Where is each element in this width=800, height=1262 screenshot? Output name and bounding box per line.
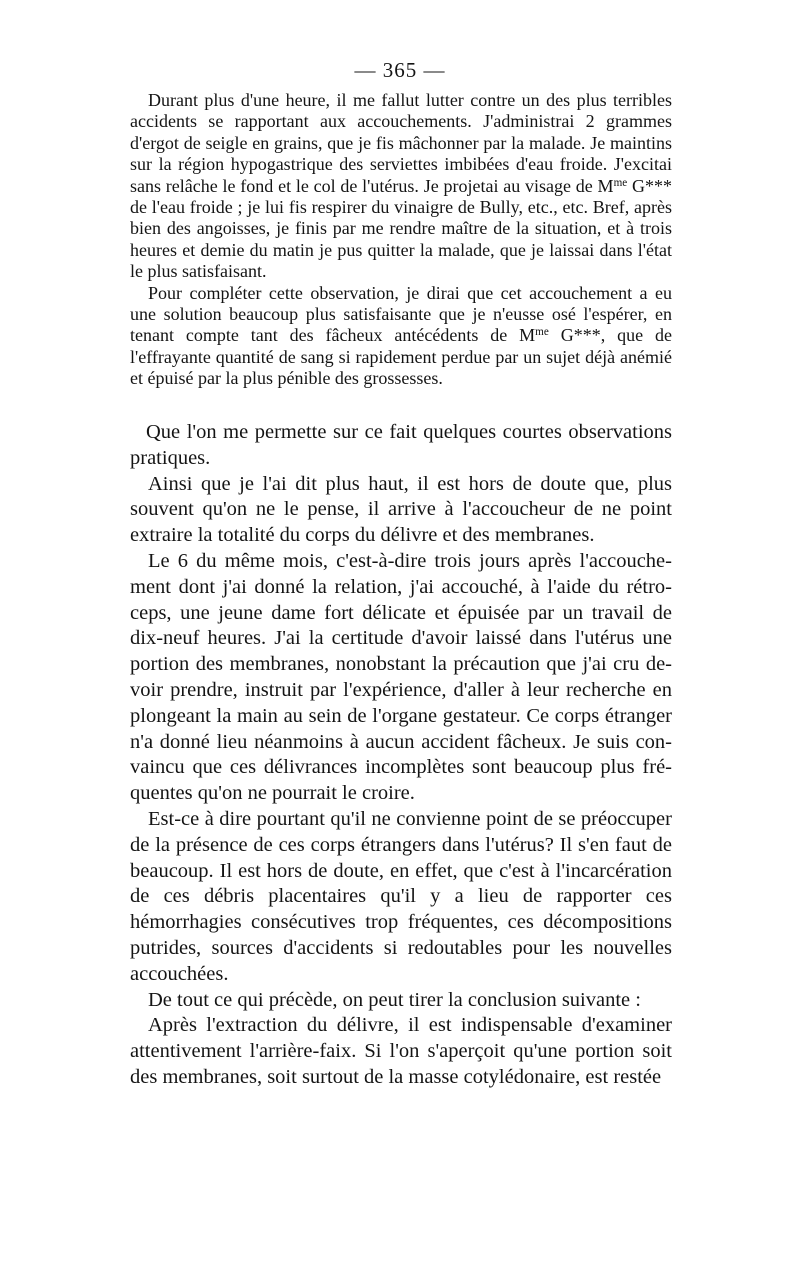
paragraph: Après l'extraction du délivre, il est indispensable d'examiner attentivement l'arrière-faix. Si l'on s'aperçoit qu'une portion soit des membranes, soit surtout de la masse cotylédonaire, est restée	[130, 1014, 672, 1088]
observation-text	[130, 90, 672, 390]
paragraph: Pour compléter cette observation, je dirai que cet accouchement a eu une solution beaucoup plus satisfaisante que je n'eusse osé l'espérer, en tenant compte tant des fâcheux antécédents de $M^{me}$ G***, que de l'effrayante quantité de sang si rapidement perdue par un sujet déjà anémié et épuisé par la plus pénible des grossesses.	[130, 282, 672, 389]
paragraph: De tout ce qui précède, on peut tirer la conclusion suivante :	[148, 988, 641, 1011]
paragraph: Est-ce à dire pourtant qu'il ne convienne point de se préoccuper de la présence de ces corps étrangers dans l'utérus? Il s'en faut de beaucoup. Il est hors de doute, en effet, que c'est à l'incarcération de ces débris placentaires qu'il y a lieu de rapporter ces hémorrhagies consécutives trop fréquentes, ces décompositions putrides, sources d'accidents si redoutables pour les nouvelles accouchées.	[130, 807, 672, 985]
page-number: — 365 —	[354, 58, 446, 82]
paragraph: Que l'on me permette sur ce fait quelques courtes observations pratiques.	[130, 421, 672, 469]
commentary-text	[130, 420, 672, 1091]
paragraph: Durant plus d'une heure, il me fallut lutter contre un des plus terribles accidents se rapportant aux accouchements. J'administrai 2 grammes d'ergot de seigle en grains, que je fis mâchonner par la malade. Je maintins sur la région hypogastrique des serviettes imbibées d'eau froide. J'excitai sans relâche le fond et le col de l'utérus. Je projetai au visage de $M^{me}$ G*** de l'eau froide ; je lui fis respirer du vinaigre de Bully, etc., etc. Bref, après bien des angoisses, je finis par me rendre maître de la situation, et à trois heures et demie du matin je pus quitter la malade, que je laissai dans l'état le plus satisfaisant.	[130, 90, 672, 282]
paragraph: Le 6 du même mois, c'est-à-dire trois jours après l'accouchement dont j'ai donné la relation, j'ai accouché, à l'aide du rétroceps, une jeune dame fort délicate et épuisée par un travail de dix-neuf heures. J'ai la certitude d'avoir laissé dans l'utérus une portion des membranes, nonobstant la précaution que j'ai cru devoir prendre, instruit par l'expérience, d'aller à leur recherche en plongeant la main au sein de l'organe gestateur. Ce corps étranger n'a donné lieu néanmoins à aucun accident fâcheux. Je suis convaincu que ces délivrances incomplètes sont beaucoup plus fréquentes qu'on ne pourrait le croire.	[130, 549, 672, 805]
paragraph: Ainsi que je l'ai dit plus haut, il est hors de doute que, plus souvent qu'on ne le pense, il arrive à l'accoucheur de ne point extraire la totalité du corps du délivre et des membranes.	[130, 472, 672, 547]
